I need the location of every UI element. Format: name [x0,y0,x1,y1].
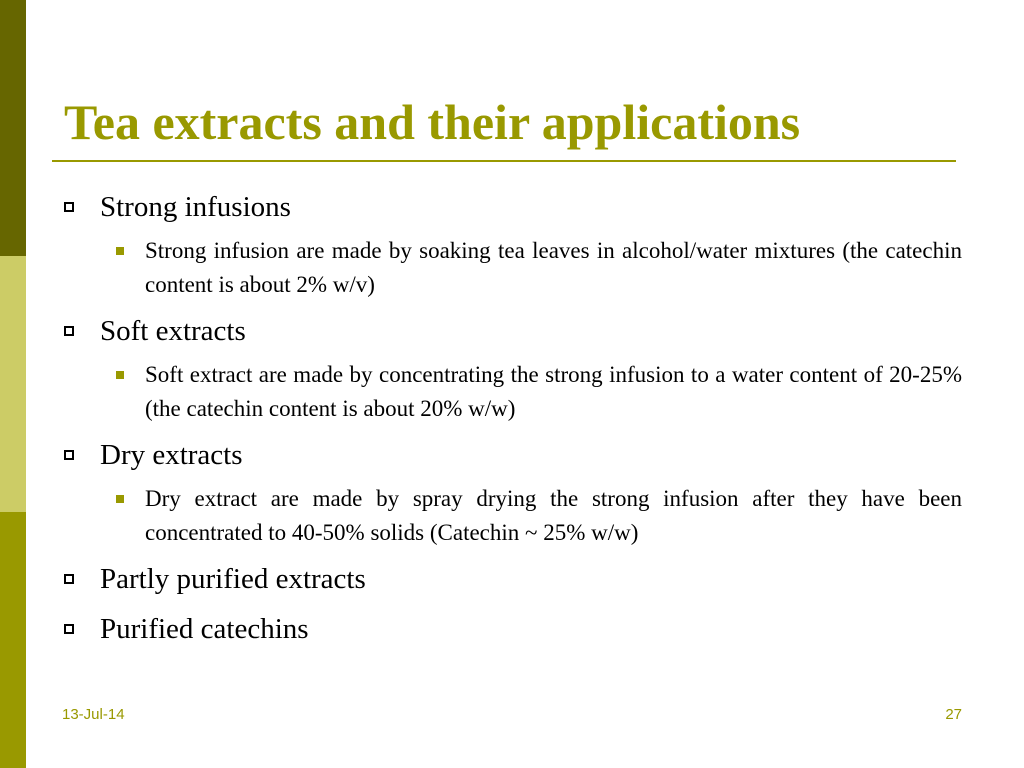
slide-title: Tea extracts and their applications [64,94,801,150]
hollow-square-bullet-icon [64,574,74,584]
bullet-partly-purified-extracts: Partly purified extracts [100,563,366,595]
filled-square-bullet-icon [116,495,124,503]
sidebar-block-mid [0,512,26,768]
decorative-sidebar [0,0,26,768]
filled-square-bullet-icon [116,371,124,379]
bullet-purified-catechins: Purified catechins [100,613,309,645]
bullet-dry-extracts: Dry extracts [100,439,243,471]
bullet-strong-infusions: Strong infusions [100,191,291,223]
footer-date: 13-Jul-14 [62,706,125,723]
sidebar-block-dark [0,0,26,256]
sub-bullet-strong-infusions: Strong infusion are made by soaking tea leaves in alcohol/water mixtures (the catechin content is about 2% w/v) [145,238,962,297]
sub-bullet-dry-extracts: Dry extract are made by spray drying the strong infusion after they have been concentrated to 40-50% solids (Catechin ~ 25% w/w) [145,486,962,545]
sidebar-block-light [0,256,26,512]
title-underline [52,160,956,162]
sub-bullet-soft-extracts: Soft extract are made by concentrating the strong infusion to a water content of 20-25% (the catechin content is about 20% w/w) [145,362,962,421]
filled-square-bullet-icon [116,247,124,255]
hollow-square-bullet-icon [64,624,74,634]
bullet-soft-extracts: Soft extracts [100,315,246,347]
hollow-square-bullet-icon [64,450,74,460]
hollow-square-bullet-icon [64,326,74,336]
page-number: 27 [945,706,962,723]
hollow-square-bullet-icon [64,202,74,212]
